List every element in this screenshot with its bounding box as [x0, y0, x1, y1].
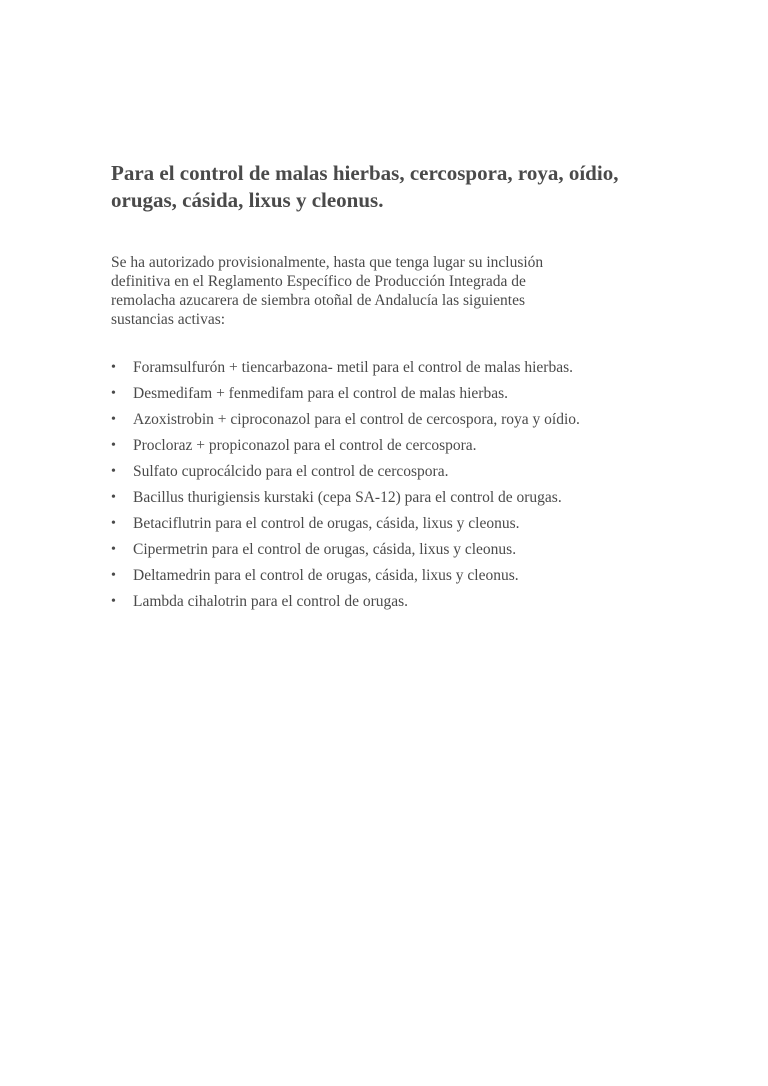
intro-line: remolacha azucarera de siembra otoñal de Andalucía las siguientes: [111, 292, 526, 309]
bullet-icon: •: [111, 568, 116, 583]
substance-list: [111, 357, 711, 617]
list-item-text: Cipermetrin para el control de orugas, cásida, lixus y cleonus.: [133, 541, 517, 558]
list-item: [111, 487, 711, 513]
list-item: [111, 435, 711, 461]
list-item: [111, 591, 711, 617]
bullet-icon: •: [111, 386, 116, 401]
heading-line: orugas, cásida, lixus y cleonus.: [111, 188, 384, 212]
list-item-text: Betaciflutrin para el control de orugas, cásida, lixus y cleonus.: [133, 515, 520, 532]
bullet-icon: •: [111, 516, 116, 531]
list-item: [111, 357, 711, 383]
intro-line: Se ha autorizado provisionalmente, hasta que tenga lugar su inclusión: [111, 254, 544, 271]
list-item-text: Foramsulfurón + tiencarbazona- metil para el control de malas hierbas.: [133, 359, 573, 376]
document-heading: [111, 160, 671, 214]
bullet-icon: •: [111, 360, 116, 375]
bullet-icon: •: [111, 438, 116, 453]
list-item-text: Procloraz + propiconazol para el control de cercospora.: [133, 437, 477, 454]
list-item-text: Bacillus thurigiensis kurstaki (cepa SA-12) para el control de orugas.: [133, 489, 562, 506]
intro-line: sustancias activas:: [111, 311, 226, 328]
bullet-icon: •: [111, 464, 116, 479]
bullet-icon: •: [111, 542, 116, 557]
list-item-text: Azoxistrobin + ciproconazol para el control de cercospora, roya y oídio.: [133, 411, 580, 428]
intro-paragraph: [111, 253, 671, 329]
list-item: [111, 539, 711, 565]
bullet-icon: •: [111, 412, 116, 427]
list-item-text: Sulfato cuprocálcido para el control de cercospora.: [133, 463, 449, 480]
bullet-icon: •: [111, 490, 116, 505]
list-item-text: Deltamedrin para el control de orugas, cásida, lixus y cleonus.: [133, 567, 519, 584]
list-item: [111, 565, 711, 591]
bullet-icon: •: [111, 594, 116, 609]
list-item: [111, 513, 711, 539]
list-item: [111, 409, 711, 435]
list-item-text: Desmedifam + fenmedifam para el control de malas hierbas.: [133, 385, 508, 402]
list-item: [111, 383, 711, 409]
intro-line: definitiva en el Reglamento Específico de Producción Integrada de: [111, 273, 526, 290]
heading-line: Para el control de malas hierbas, cercospora, roya, oídio,: [111, 161, 619, 185]
list-item: [111, 461, 711, 487]
list-item-text: Lambda cihalotrin para el control de orugas.: [133, 593, 409, 610]
